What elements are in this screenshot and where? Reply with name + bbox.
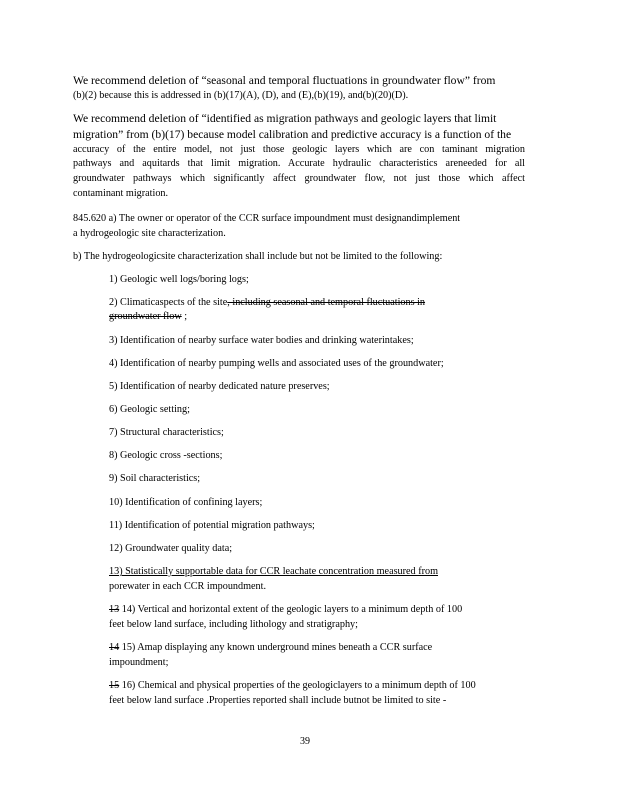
item15-text: 15) Amap displaying any known underground mines beneath a CCR surface bbox=[119, 642, 433, 653]
rec2-line2: migration” from (b)(17) because model calibration and predictive accuracy is a function of the bbox=[73, 128, 512, 141]
rec2-line5: groundwater pathways which significantly affect groundwater flow, not just those which affect bbox=[73, 173, 525, 184]
list-item-continuation: feet below land surface .Properties reported shall include butnot be limited to site - bbox=[109, 695, 447, 706]
list-item-continuation: porewater in each CCR impoundment. bbox=[109, 581, 267, 592]
list-item: 4) Identification of nearby pumping wells and associated uses of the groundwater; bbox=[109, 358, 444, 369]
list-item bbox=[109, 296, 425, 310]
list-item: 5) Identification of nearby dedicated nature preserves; bbox=[109, 381, 330, 392]
item16-old-number: 15 bbox=[109, 680, 120, 691]
rec2-line1: We recommend deletion of “identified as migration pathways and geologic layers that limit bbox=[73, 112, 497, 125]
rec2-line4: pathways and aquitards that limit migration. Accurate hydraulic characteristics areneeded for all bbox=[73, 158, 525, 169]
item2-end: ; bbox=[181, 311, 188, 322]
list-item: 10) Identification of confining layers; bbox=[109, 497, 263, 508]
item14-text: 14) Vertical and horizontal extent of the geologic layers to a minimum depth of 100 bbox=[119, 604, 463, 615]
list-item: 8) Geologic cross -sections; bbox=[109, 450, 223, 461]
item2-text: 2) Climaticaspects of the site bbox=[109, 297, 228, 308]
rec1-line2: (b)(2) because this is addressed in (b)(17)(A), (D), and (E),(b)(19), and(b)(20)(D). bbox=[73, 90, 409, 101]
rec1-line1: We recommend deletion of “seasonal and temporal fluctuations in groundwater flow” from bbox=[73, 74, 496, 87]
section-a-line2: a hydrogeologic site characterization. bbox=[73, 228, 226, 239]
list-item: 11) Identification of potential migration pathways; bbox=[109, 520, 315, 531]
item2-deleted-text: , including seasonal and temporal fluctuations in bbox=[227, 297, 426, 308]
list-item: 1) Geologic well logs/boring logs; bbox=[109, 274, 249, 285]
item15-old-number: 14 bbox=[109, 642, 120, 653]
list-item bbox=[109, 641, 432, 655]
list-item-continuation bbox=[109, 310, 187, 324]
section-b-intro: b) The hydrogeologicsite characterization shall include but not be limited to the following: bbox=[73, 251, 443, 262]
list-item-continuation: feet below land surface, including lithology and stratigraphy; bbox=[109, 619, 358, 630]
rec2-line6: contaminant migration. bbox=[73, 188, 169, 199]
list-item: 9) Soil characteristics; bbox=[109, 473, 201, 484]
item16-text: 16) Chemical and physical properties of the geologiclayers to a minimum depth of 100 bbox=[119, 680, 476, 691]
list-item-continuation: impoundment; bbox=[109, 657, 169, 668]
page-number: 39 bbox=[300, 736, 310, 747]
list-item: 12) Groundwater quality data; bbox=[109, 543, 233, 554]
section-a-line1: 845.620 a) The owner or operator of the CCR surface impoundment must designandimplement bbox=[73, 213, 461, 224]
item14-old-number: 13 bbox=[109, 604, 120, 615]
item2-deleted-text-2: groundwater flow bbox=[109, 311, 182, 322]
list-item: 3) Identification of nearby surface water bodies and drinking waterintakes; bbox=[109, 335, 414, 346]
list-item: 7) Structural characteristics; bbox=[109, 427, 224, 438]
list-item-inserted: 13) Statistically supportable data for CCR leachate concentration measured from bbox=[109, 566, 439, 577]
list-item bbox=[109, 603, 462, 617]
list-item bbox=[109, 679, 476, 693]
rec2-line3: accuracy of the entire model, not just those geologic layers which are con taminant migration bbox=[73, 144, 525, 155]
list-item: 6) Geologic setting; bbox=[109, 404, 190, 415]
